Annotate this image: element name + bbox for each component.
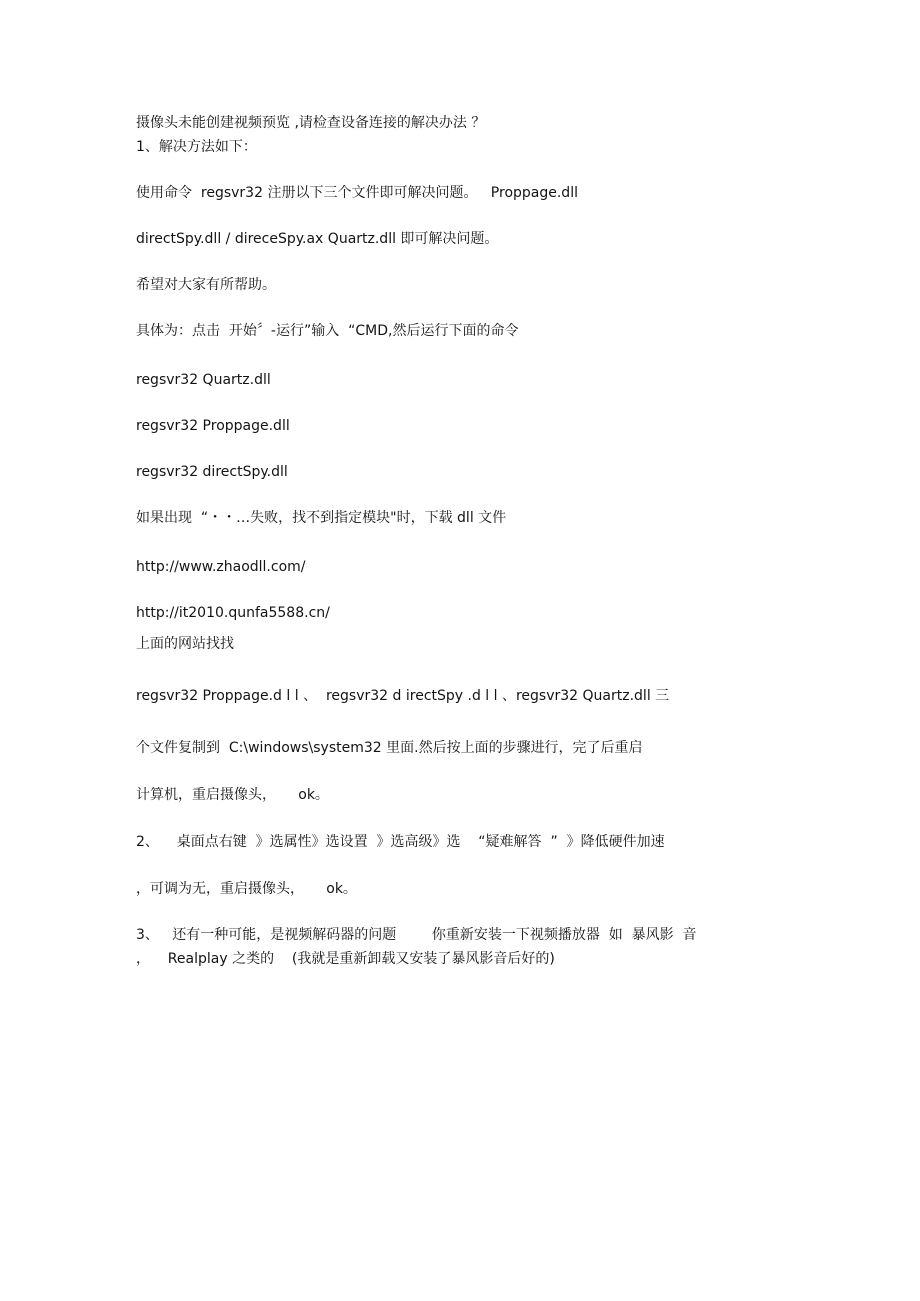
text-line: ，可调为无，重启摄像头， ok。: [136, 881, 357, 897]
text-line: 上面的网站找找: [136, 636, 234, 652]
command-line: regsvr32 Quartz.dll: [136, 372, 271, 388]
text-line: 如果出现 “・・…失败，找不到指定模块"时，下载 dll 文件: [136, 510, 507, 526]
command-line: regsvr32 Proppage.dll: [136, 418, 290, 434]
text-line: directSpy.dll / direceSpy.ax Quartz.dll 即可解决问题。: [136, 231, 499, 247]
text-line: ， Realplay 之类的 (我就是重新卸载又安装了暴风影音后好的): [136, 951, 555, 967]
document-title: 摄像头未能创建视频预览 ,请检查设备连接的解决办法 ？: [136, 115, 486, 131]
text-line: 使用命令 regsvr32 注册以下三个文件即可解决问题。 Proppage.dll: [136, 185, 578, 201]
url-line: http://www.zhaodll.com/: [136, 559, 306, 575]
url-line: http://it2010.qunfa5588.cn/: [136, 605, 330, 621]
text-line: 具体为：点击 开始〞-运行”输入 “CMD,然后运行下面的命令: [136, 323, 519, 339]
step-2-line: 2、 桌面点右键 》选属性》选设置 》选高级》选 “疑难解答 ” 》降低硬件加速: [136, 834, 665, 850]
text-line: regsvr32 Proppage.d l l 、 regsvr32 d irectSpy .d l l 、regsvr32 Quartz.dll 三: [136, 688, 670, 704]
text-line: 希望对大家有所帮助。: [136, 277, 276, 293]
text-line: 计算机，重启摄像头， ok。: [136, 787, 329, 803]
step-1-heading: 1、解决方法如下：: [136, 139, 257, 155]
step-3-line: 3、 还有一种可能，是视频解码器的问题 你重新安装一下视频播放器 如 暴风影 音: [136, 927, 697, 943]
text-line: 个文件复制到 C:\windows\system32 里面.然后按上面的步骤进行，完了后重启: [136, 740, 643, 756]
command-line: regsvr32 directSpy.dll: [136, 464, 288, 480]
